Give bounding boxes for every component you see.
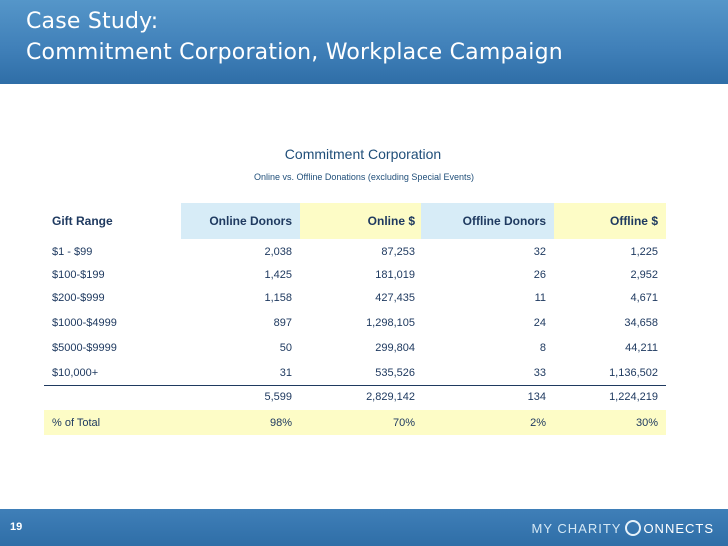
- logo-text-part1: MY CHARITY: [531, 520, 622, 536]
- cell-offline-donors: 24: [533, 317, 546, 329]
- total-offline-dollars: 1,224,219: [609, 391, 658, 403]
- total-online-dollars: 2,829,142: [366, 391, 415, 403]
- cell-online-dollars: 1,298,105: [366, 317, 415, 329]
- table-title-text: Commitment Corporation: [284, 146, 442, 162]
- cell-offline-donors: 32: [533, 246, 546, 258]
- cell-gift-range: $1 - $99: [52, 246, 93, 258]
- slide-title-line2: Commitment Corporation, Workplace Campaign: [26, 40, 563, 65]
- header-online-donors: Online Donors: [181, 203, 300, 239]
- brand-logo: [532, 518, 715, 538]
- cell-offline-dollars: 1,225: [630, 246, 658, 258]
- cell-online-donors: 897: [273, 317, 292, 329]
- percent-offline-donors: 2%: [530, 416, 546, 429]
- cell-online-donors: 1,425: [264, 269, 292, 281]
- logo-text-part2: ONNECTS: [643, 520, 714, 536]
- header-gift-range: Gift Range: [52, 214, 113, 228]
- cell-offline-donors: 26: [533, 269, 546, 281]
- cell-gift-range: $5000-$9999: [52, 342, 117, 354]
- percent-label: % of Total: [52, 416, 101, 429]
- total-online-donors: 5,599: [264, 391, 292, 403]
- page-number: 19: [10, 521, 23, 533]
- header-online-dollars: Online $: [300, 203, 421, 239]
- cell-online-dollars: 299,804: [375, 342, 415, 354]
- table-row: [44, 264, 666, 286]
- cell-online-dollars: 181,019: [375, 269, 415, 281]
- cell-gift-range: $10,000+: [52, 367, 99, 379]
- cell-online-donors: 31: [279, 367, 292, 379]
- table-header-row: [44, 203, 666, 239]
- cell-offline-dollars: 4,671: [630, 292, 658, 304]
- cell-offline-dollars: 44,211: [625, 342, 658, 354]
- cell-gift-range: $100-$199: [52, 269, 105, 281]
- cell-online-donors: 1,158: [264, 292, 292, 304]
- table-row: [44, 362, 666, 384]
- cell-offline-dollars: 2,952: [630, 269, 658, 281]
- cell-online-dollars: 87,253: [381, 246, 415, 258]
- cell-offline-donors: 33: [533, 367, 546, 379]
- total-label: [44, 386, 181, 408]
- cell-offline-donors: 11: [534, 292, 546, 304]
- cell-gift-range: $200-$999: [52, 292, 105, 304]
- table-row: [44, 337, 666, 359]
- cell-online-donors: 2,038: [264, 246, 292, 258]
- cell-online-dollars: 427,435: [375, 292, 415, 304]
- cell-gift-range: $1000-$4999: [52, 317, 117, 329]
- totals-row: [44, 386, 666, 408]
- table-row: [44, 312, 666, 334]
- cell-online-dollars: 535,526: [375, 367, 415, 379]
- header-offline-dollars: Offline $: [554, 203, 666, 239]
- cell-online-donors: 50: [279, 342, 292, 354]
- percent-row: [44, 410, 666, 435]
- header-offline-donors: Offline Donors: [421, 203, 554, 239]
- total-offline-donors: 134: [527, 391, 546, 403]
- percent-offline-dollars: 30%: [635, 416, 658, 429]
- table-row: [44, 241, 666, 263]
- slide-header: [0, 0, 728, 84]
- slide-title-line1: Case Study:: [26, 9, 159, 34]
- logo-ring-icon: [625, 520, 641, 536]
- slide-title: [26, 6, 563, 68]
- table-subtitle: Online vs. Offline Donations (excluding Special Events): [254, 172, 474, 182]
- table-title: [0, 146, 728, 162]
- cell-offline-donors: 8: [539, 342, 546, 354]
- slide-footer: [0, 509, 728, 546]
- cell-offline-dollars: 34,658: [624, 317, 658, 329]
- percent-online-donors: 98%: [269, 416, 292, 429]
- percent-online-dollars: 70%: [392, 416, 415, 429]
- cell-offline-dollars: 1,136,502: [609, 367, 658, 379]
- table-row: [44, 287, 666, 309]
